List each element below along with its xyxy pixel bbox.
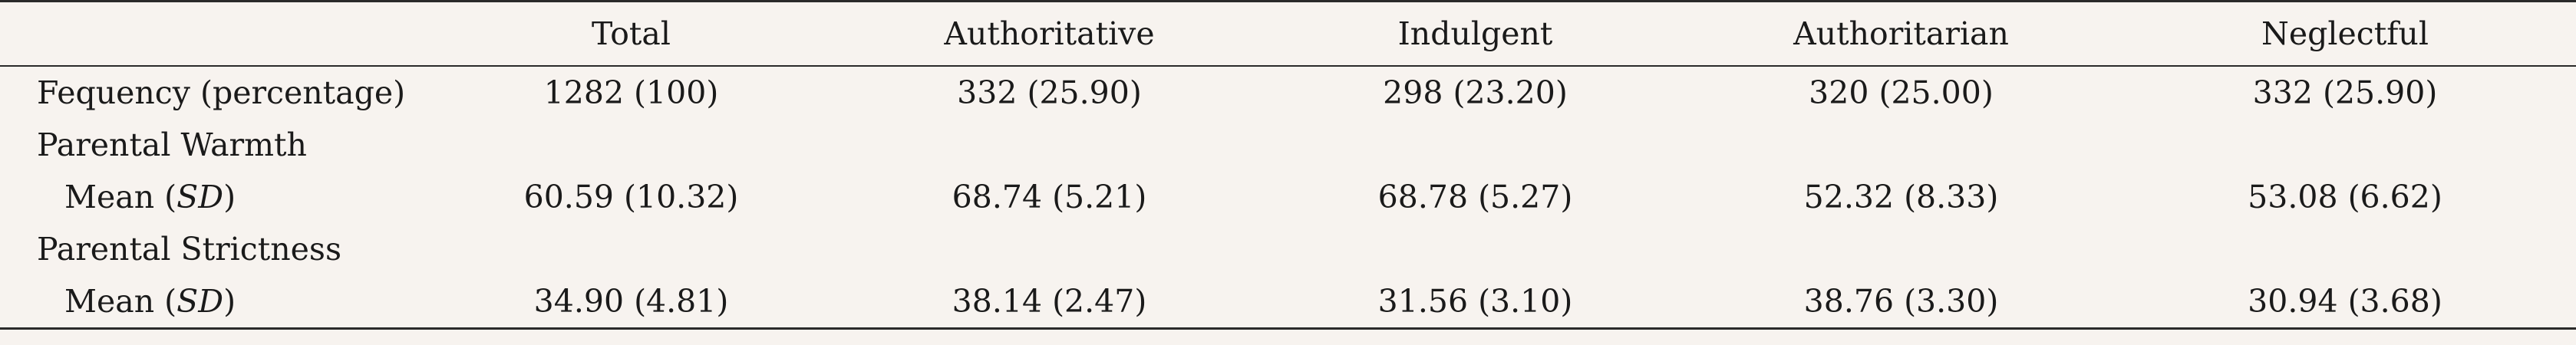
table-cell [1688, 223, 2114, 275]
label-suffix: ) [223, 283, 236, 320]
table-cell [836, 119, 1262, 171]
header-indulgent: Indulgent [1397, 15, 1553, 52]
row-label [0, 275, 426, 329]
header-neglectful: Neglectful [2261, 15, 2429, 52]
header-authoritative: Authoritative [944, 15, 1155, 52]
table-cell: 332 (25.90) [2252, 74, 2438, 111]
table-cell [836, 223, 1262, 275]
table-cell: 298 (23.20) [1383, 74, 1568, 111]
table-cell [2114, 223, 2576, 275]
table-cell: 332 (25.90) [957, 74, 1142, 111]
row-label [0, 171, 426, 223]
table-row [0, 171, 2576, 223]
header-authoritarian: Authoritarian [1793, 15, 2009, 52]
table-cell: 52.32 (8.33) [1803, 179, 1999, 215]
table-cell [1262, 119, 1688, 171]
header-total: Total [592, 15, 671, 52]
table-cell: 38.76 (3.30) [1803, 283, 1999, 320]
table-cell: 320 (25.00) [1809, 74, 1994, 111]
table-row [0, 223, 2576, 275]
header-empty [0, 2, 426, 67]
table-cell: 34.90 (4.81) [533, 283, 729, 320]
row-label: Parental Warmth [37, 127, 307, 163]
table-cell [1688, 119, 2114, 171]
table-cell [426, 223, 836, 275]
table-cell: 60.59 (10.32) [523, 179, 739, 215]
table-cell: 68.78 (5.27) [1377, 179, 1573, 215]
table-cell: 30.94 (3.68) [2248, 283, 2442, 320]
row-label: Fequency (percentage) [37, 74, 406, 111]
table-row [0, 119, 2576, 171]
header-row [0, 2, 2576, 67]
table-cell: 31.56 (3.10) [1377, 283, 1573, 320]
label-sd: SD [176, 283, 224, 320]
table-cell [1262, 223, 1688, 275]
table-cell [2114, 119, 2576, 171]
label-sd: SD [176, 179, 224, 215]
label-prefix: Mean ( [64, 283, 177, 320]
row-label: Parental Strictness [37, 231, 341, 268]
table-cell: 38.14 (2.47) [952, 283, 1147, 320]
label-suffix: ) [223, 179, 236, 215]
table-cell: 1282 (100) [543, 74, 719, 111]
table-cell: 68.74 (5.21) [952, 179, 1147, 215]
table-cell: 53.08 (6.62) [2248, 179, 2442, 215]
table-row [0, 275, 2576, 329]
table-row [0, 66, 2576, 119]
label-prefix: Mean ( [64, 179, 177, 215]
table-cell [426, 119, 836, 171]
